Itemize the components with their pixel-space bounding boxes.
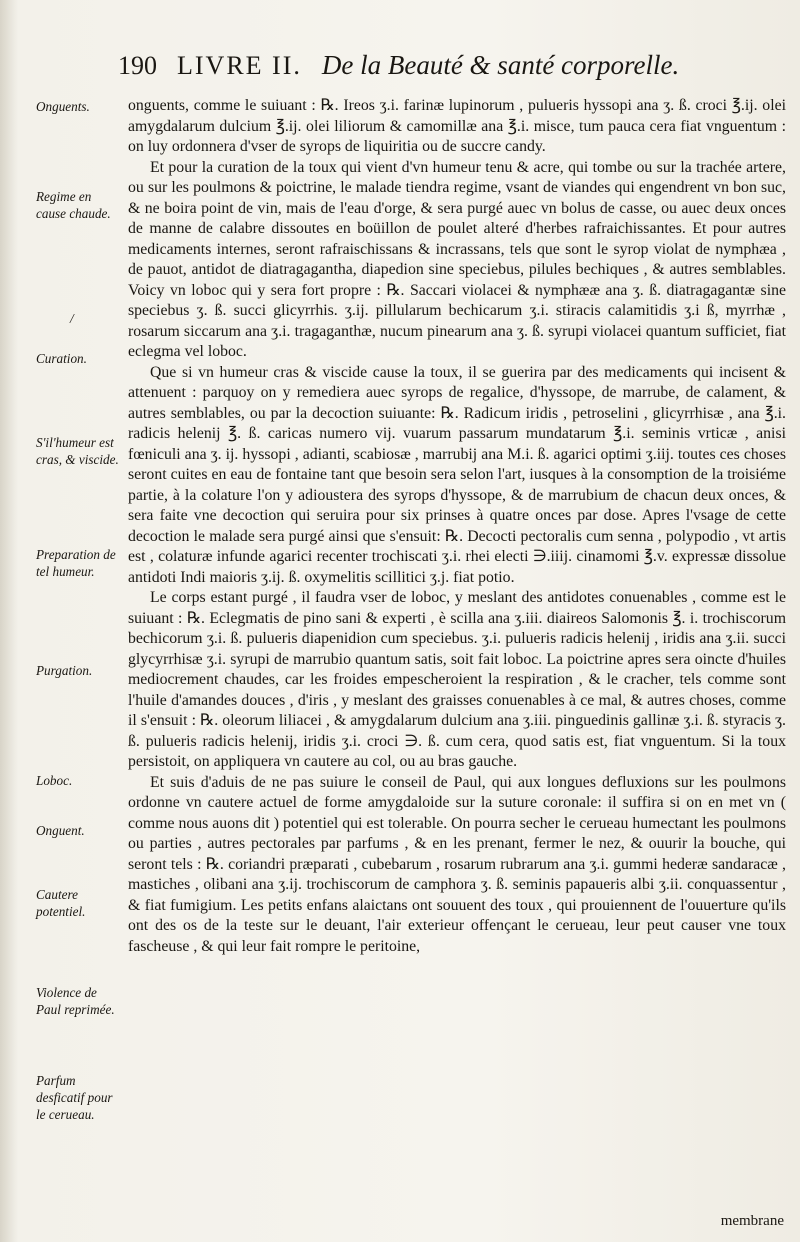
margin-note-onguent: Onguent. <box>36 823 85 838</box>
running-title: LIVRE II. <box>177 51 302 80</box>
margin-note-regime: Regime en cause chaude. <box>36 189 111 221</box>
body-text <box>128 96 786 957</box>
margin-note-humeur: S'il'humeur est cras, & viscide. <box>36 435 119 467</box>
margin-notes <box>36 96 122 1226</box>
page-number: 190 <box>118 51 157 80</box>
margin-note-slash: / <box>70 311 74 326</box>
margin-note-parfum: Parfum desficatif pour le cerueau. <box>36 1073 113 1122</box>
paragraph: Et suis d'aduis de ne pas suiure le conseil de Paul, qui aux longues defluxions sur les poulmons ordonne vn cautere actuel de forme amygdaloide sur la suture coronale: il suffira si on en met vn ( comme nous auons dit ) potentiel qui est tolerable. On pourra secher le cerueau humectant les poulmons ou parties , autres pectorales par parfums , & en les prenant, fermer le nez, & ouurir la bouche, qui seront tels : ℞. coriandri præparati , cubebarum , rosarum rubrarum ana ʒ.i. gummi hederæ sandaracæ , mastiches , olibani ana ʒ.ij. trochiscorum de camphora ʒ. ß. seminis papaueris albi ʒ.ii. conquassentur , & fiat fumigium. Les petits enfans alaictans ont souuent des toux , qui prouiennent de l'ouuerture qu'ils ont des os de la teste sur le deuant, l'air exterieur offençant le cerueau, leur peut causer vne toux fascheuse , & qui leur fait rompre le peritoine, <box>128 773 786 955</box>
margin-note-onguents: Onguents. <box>36 99 90 114</box>
catchword: membrane <box>720 1213 784 1229</box>
paragraph: Le corps estant purgé , il faudra vser de loboc, y meslant des antidotes conuenables , comme est le suiuant : ℞. Eclegmatis de pino sani & experti , è scilla ana ʒ.iii. diaireos Salomonis ℥. i. trochiscorum bechicorum ʒ.i. ß. pulueris diapenidion cum speciebus. ʒ.i. pulueris radicis helenij , iridis ana ʒ.ii. succi glycyrrhisæ ʒ.i. syrupi de marrubio quantum satis, soit fait loboc. La poictrine apres sera oincte d'huiles mediocrement chaudes, car les froides empescheroient la respiration , & le cracher, tels comme sont l'huile d'amandes douces , d'iris , y meslant des graisses conuenables à ce mal, & autres choses, comme il s'ensuit : ℞. oleorum liliacei , & amygdalarum dulcium ana ʒ.iii. pinguedinis gallinæ ʒ.i. ß. styracis ʒ. ß. pulueris radicis helenij, iridis ʒ.i. croci ∋. ß. cum cera, quod satis est, fiat vnguentum. Si la toux persistoit, on appliquera vn cautere au col, ou au bras gauche. <box>128 589 786 770</box>
margin-note-loboc: Loboc. <box>36 773 73 788</box>
page-header <box>118 50 786 90</box>
margin-note-violence: Violence de Paul reprimée. <box>36 985 115 1017</box>
margin-note-preparation: Preparation de tel humeur. <box>36 547 116 579</box>
margin-note-cautere: Cautere potentiel. <box>36 887 86 919</box>
paragraph: onguents, comme le suiuant : ℞. Ireos ʒ.i. farinæ lupinorum , pulueris hyssopi ana ʒ. ß. croci ℥.ij. olei amygdalarum dulcium ℥.ij. olei liliorum & camomillæ ana ℥.i. misce, tum pauca cera fiat vnguentum : on luy ordonnera d'vser de syrops de liquiritia ou de succre candy. <box>128 97 786 155</box>
margin-note-curation: Curation. <box>36 351 87 366</box>
margin-note-purgation: Purgation. <box>36 663 93 678</box>
paragraph: Et pour la curation de la toux qui vient d'vn humeur tenu & acre, qui tombe ou sur la trachée artere, ou sur les poulmons & poictrine, le malade tiendra regime, vsant de viandes qui engendrent vn bon suc, & ne boira point de vin, mais de l'eau d'orge, & sera purgé auec vn bolus de casse, ou auec deux onces de manne de calabre dissoutes en boüillon de poulet alteré d'herbes rafraichissantes. Et pour autres medicaments internes, seront rafraischissans & incrassans, tels que sont le syrop violat de nymphæa , de pauot, antidot de diatragagantha, diapedion sine speciebus, pilules bechiques , & autres semblables. Voicy vn loboc qui y sera fort propre : ℞. Saccari violacei & nymphææ ana ʒ. ß. diatragagantæ sine speciebus ʒ. ß. succi glicyrrhis. ʒ.ij. pillularum bechicarum ʒ.i. stiracis calamitidis ʒ.i ß, myrrhæ , rosarum siccarum ana ʒ.i. tragaganthæ, nucum pinearum ana ʒ. ß. syrupi violacei quantum sufficiet, fiat eclegma vel loboc. <box>128 158 786 360</box>
paragraph: Que si vn humeur cras & viscide cause la toux, il se guerira par des medicaments qui incisent & attenuent : parquoy on y remediera auec syrops de regalice, d'hyssope, de marrube, de calament, & autres semblables, ou par la decoction suiuante: ℞. Radicum iridis , petroselini , glicyrrhisæ , ana ℥.i. radicis helenij ℥. ß. caricas numero vij. vuarum passarum mundatarum ℥.i. seminis vrticæ , anisi fœniculi ana ʒ. ij. hyssopi , adianti, scabiosæ , marrubij ana M.i. ß. agarici optimi ʒ.iij. toutes ces choses seront cuites en eau de fontaine tant que besoin sera selon l'art, iusques à la consomption de la troisiéme partie, à la colature l'on y adioustera des syrops d'hyssope, & de marrubium de chacun deux onces, & sera faite vne decoction qui seruira pour six prinses à quatre onces par dose. Apres l'vsage de cette decoction le malade sera purgé ainsi que s'ensuit: ℞. Decocti pectoralis cum senna , polypodio , vt artis est , colaturæ infunde agarici recenter trochiscati ʒ.i. rhei electi ∋.iiij. cinamomi ℥.v. expressæ dissolue antidoti Indi maioris ʒ.ij. ß. oxymelitis scillitici ʒ.j. fiat potio. <box>128 363 786 586</box>
running-subtitle: De la Beauté & santé corporelle. <box>321 50 680 80</box>
